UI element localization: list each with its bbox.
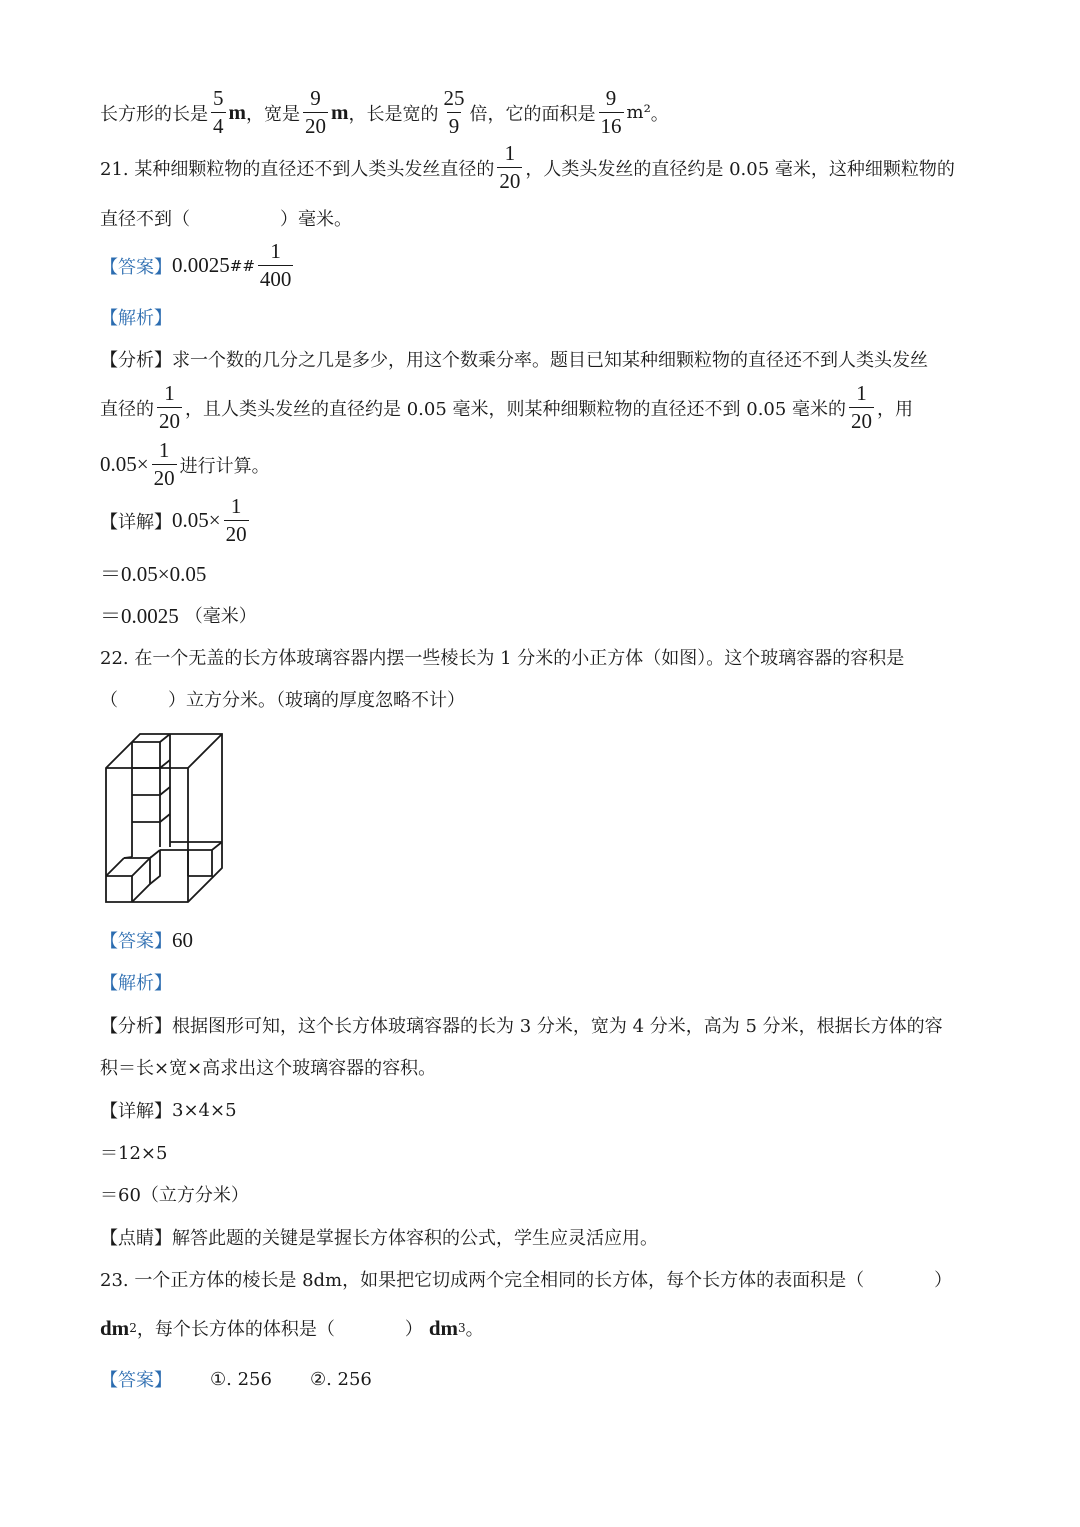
denominator: 20 — [159, 409, 180, 433]
fenxi-text: 求一个数的几分之几是多少，用这个数乘分率。题目已知某种细颗粒物的直径还不到人类头发丝 — [172, 350, 928, 371]
math-expr: ＝0.0025 — [100, 604, 179, 628]
question-text: 直径不到（ — [100, 209, 190, 230]
area-sentence — [100, 88, 669, 137]
numerator: 25 — [443, 86, 465, 110]
denominator: 4 — [213, 114, 224, 138]
numerator: 9 — [310, 86, 321, 110]
numerator: 1 — [504, 141, 516, 165]
math-expr: 0.05× — [100, 452, 149, 476]
math-expr: ＝12×5 — [100, 1143, 168, 1164]
analysis-22-tag — [100, 969, 172, 995]
text: 长方形的长是 — [100, 103, 208, 125]
question-text: ） — [934, 1270, 953, 1291]
math-expr: 0.05× — [172, 508, 221, 532]
fraction — [599, 88, 624, 137]
question-text: 21. 某种细颗粒物的直径还不到人类头发丝直径的 — [100, 158, 495, 180]
answer-21 — [100, 241, 296, 290]
numerator: 1 — [158, 438, 170, 462]
question-22-line2 — [100, 686, 465, 712]
question-text: ） — [404, 1319, 423, 1340]
math-expr: ＝60（立方分米） — [100, 1185, 249, 1206]
fenxi-21-line1 — [100, 346, 928, 372]
dianjing-22 — [100, 1224, 658, 1250]
fraction — [442, 88, 467, 137]
unit: m — [228, 100, 246, 124]
fraction — [152, 440, 177, 489]
question-text: ）立方分米。（玻璃的厚度忽略不计） — [168, 690, 465, 711]
unit: m² — [626, 102, 651, 123]
question-23-line2 — [100, 1315, 484, 1341]
question-23-line1 — [100, 1266, 980, 1292]
answer-23 — [100, 1366, 372, 1392]
fenxi-text: 根据图形可知，这个长方体玻璃容器的长为 3 分米，宽为 4 分米，高为 5 分米，根据长方体的容 — [172, 1016, 943, 1037]
answer-value: ②. 256 — [309, 1368, 372, 1390]
question-text: 。 — [465, 1319, 484, 1340]
xiangjie-tag: 【详解】 — [100, 1101, 172, 1122]
xiangjie-22-line2 — [100, 1139, 167, 1165]
denominator: 20 — [153, 466, 175, 490]
denominator: 20 — [225, 522, 247, 546]
numerator: 1 — [164, 381, 175, 405]
answer-value: 60 — [172, 927, 193, 952]
answer-value: ①. 256 — [210, 1368, 272, 1390]
fenxi-text: 进行计算。 — [179, 455, 270, 477]
unit: m — [331, 100, 349, 124]
text: ，宽是 — [246, 103, 300, 125]
superscript: 2 — [129, 1321, 137, 1335]
question-22-line1 — [100, 644, 904, 670]
fenxi-text: 直径的 — [100, 398, 154, 420]
question-text: 22. 在一个无盖的长方体玻璃容器内摆一些棱长为 1 分米的小正方体（如图）。这个玻璃容器的容积是 — [100, 648, 905, 669]
answer-tag: 【答案】 — [100, 256, 172, 278]
question-text: 23. 一个正方体的棱长是 8dm，如果把它切成两个完全相同的长方体，每个长方体的表面积是（ — [100, 1270, 865, 1291]
answer-tag: 【答案】 — [100, 1370, 172, 1391]
denominator: 400 — [259, 267, 292, 291]
numerator: 1 — [856, 381, 867, 405]
fenxi-tag: 【分析】 — [100, 350, 172, 371]
fenxi-tag: 【分析】 — [100, 1016, 172, 1037]
fenxi-22-line2 — [100, 1054, 436, 1080]
numerator: 1 — [230, 494, 242, 518]
question-text: （ — [100, 690, 118, 711]
answer-value: 0.0025 — [172, 253, 230, 277]
dianjing-text: 解答此题的关键是掌握长方体容积的公式，学生应灵活应用。 — [172, 1228, 658, 1249]
unit: dm — [428, 1315, 459, 1340]
jiexi-tag: 【解析】 — [100, 308, 172, 329]
denominator: 16 — [600, 114, 622, 138]
fraction — [211, 88, 226, 137]
xiangjie-22-line3 — [100, 1181, 249, 1207]
math-expr: 3×4×5 — [172, 1099, 237, 1121]
numerator: 9 — [605, 86, 617, 110]
xiangjie-21-line3 — [100, 600, 257, 630]
question-text: ，人类头发丝的直径约是 0.05 毫米，这种细颗粒物的 — [525, 158, 955, 180]
fenxi-text: 积＝长×宽×高求出这个玻璃容器的容积。 — [100, 1058, 437, 1079]
fenxi-22-line1 — [100, 1012, 943, 1038]
separator: ## — [229, 256, 255, 275]
analysis-21-tag — [100, 304, 172, 330]
question-21-line2 — [100, 205, 352, 231]
fenxi-text: ，且人类头发丝的直径约是 0.05 毫米，则某种细颗粒物的直径还不到 0.05 毫米的 — [185, 398, 847, 420]
text: ，长是宽的 — [348, 103, 439, 125]
denominator: 9 — [448, 114, 460, 138]
math-expr: ＝0.05×0.05 — [100, 562, 207, 586]
answer-tag: 【答案】 — [100, 931, 172, 952]
dianjing-tag: 【点睛】 — [100, 1228, 172, 1249]
fraction — [497, 143, 522, 192]
numerator: 1 — [270, 239, 281, 263]
numerator: 5 — [213, 86, 224, 110]
fenxi-21-line2 — [100, 383, 913, 432]
unit: dm — [100, 1315, 130, 1340]
xiangjie-21-line2 — [100, 558, 206, 588]
unit: （毫米） — [184, 606, 257, 627]
fraction — [157, 383, 182, 432]
xiangjie-tag: 【详解】 — [100, 511, 172, 533]
denominator: 20 — [499, 169, 521, 193]
superscript: 3 — [458, 1321, 466, 1335]
jiexi-tag: 【解析】 — [100, 973, 172, 994]
answer-22 — [100, 927, 193, 953]
question-text: ）毫米。 — [280, 209, 352, 230]
denominator: 20 — [305, 114, 326, 138]
cube-container-figure — [104, 732, 230, 906]
fraction — [258, 241, 294, 290]
fenxi-21-line3 — [100, 440, 270, 489]
fraction — [303, 88, 328, 137]
xiangjie-22-line1 — [100, 1097, 237, 1123]
fraction — [224, 496, 249, 545]
fenxi-text: ，用 — [877, 398, 914, 420]
question-21-line1 — [100, 143, 955, 192]
fraction — [849, 383, 874, 432]
text: 。 — [650, 103, 669, 125]
xiangjie-21-line1 — [100, 496, 252, 545]
text: 倍，它的面积是 — [469, 103, 596, 125]
question-text: ，每个长方体的体积是（ — [136, 1319, 335, 1340]
denominator: 20 — [851, 409, 873, 433]
